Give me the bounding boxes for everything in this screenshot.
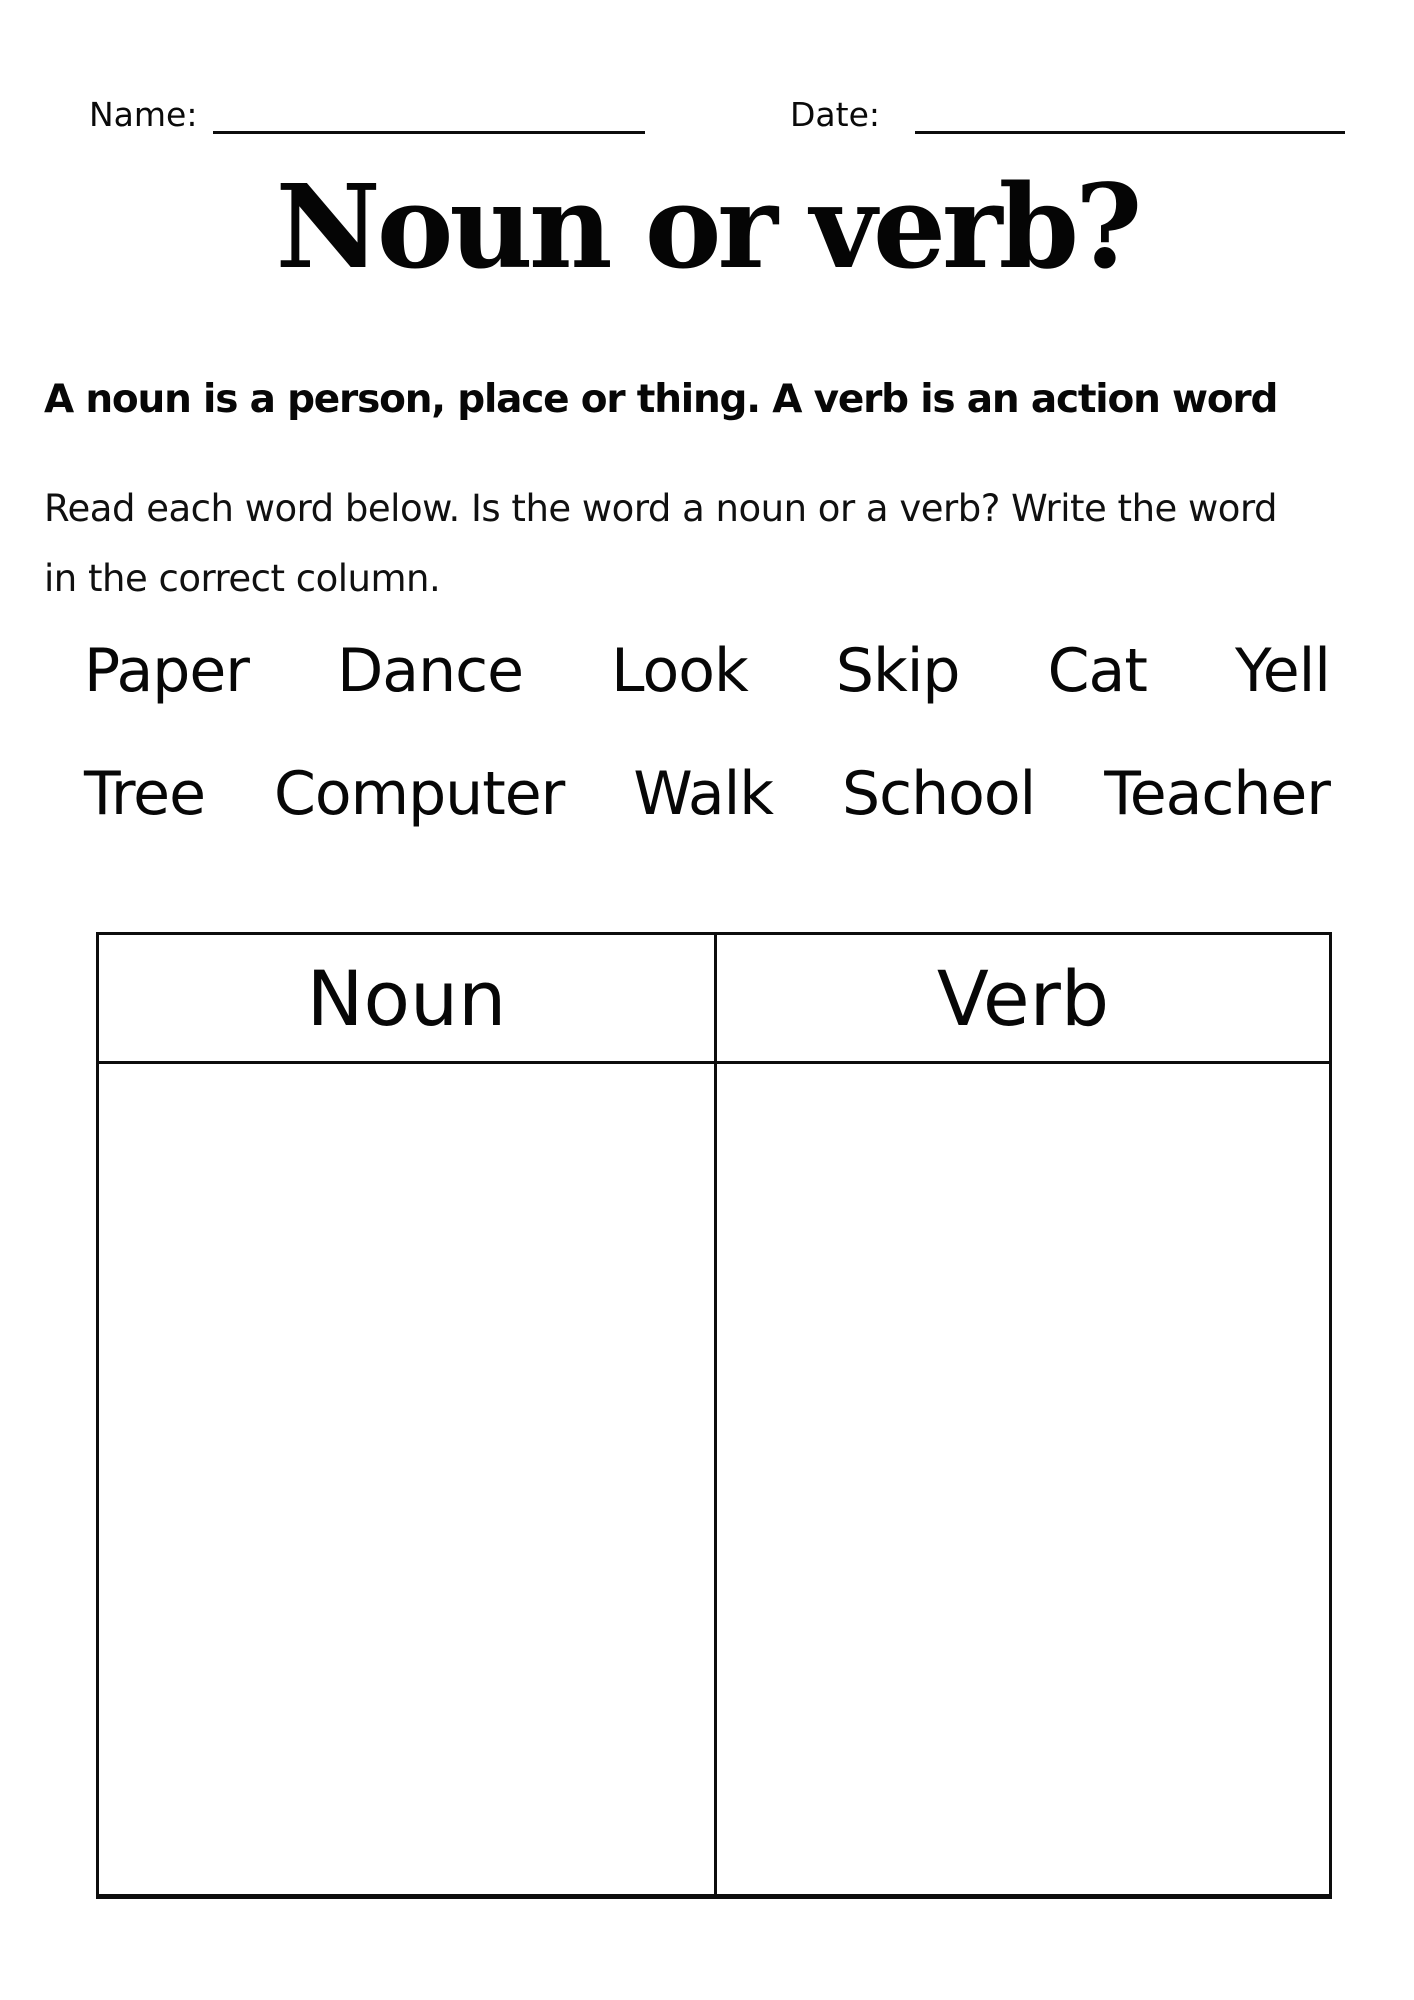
page-title: Noun or verb? (275, 160, 1139, 295)
sorting-table (96, 932, 1332, 1899)
date-label: Date: (790, 95, 880, 134)
word-look: Look (611, 636, 748, 706)
word-walk: Walk (633, 759, 773, 829)
instructions-line-2: in the correct column. (44, 557, 441, 600)
word-tree: Tree (84, 759, 206, 829)
instructions (44, 474, 1384, 614)
word-yell: Yell (1235, 636, 1330, 706)
noun-column-header: Noun (99, 935, 714, 1064)
word-bank-row-2 (0, 755, 1414, 833)
word-school: School (842, 759, 1036, 829)
word-cat: Cat (1047, 636, 1147, 706)
word-dance: Dance (337, 636, 523, 706)
verb-column-cell[interactable] (714, 1064, 1329, 1894)
word-computer: Computer (274, 759, 565, 829)
date-write-line[interactable] (915, 131, 1345, 134)
word-skip: Skip (835, 636, 960, 706)
verb-column-header: Verb (714, 935, 1329, 1064)
instructions-line-1: Read each word below. Is the word a noun or a verb? Write the word (44, 487, 1277, 530)
noun-column-cell[interactable] (99, 1064, 714, 1894)
name-write-line[interactable] (213, 131, 645, 134)
word-bank-row-1 (0, 632, 1414, 710)
definition-subtitle: A noun is a person, place or thing. A verb is an action word (44, 377, 1278, 422)
word-teacher: Teacher (1104, 759, 1330, 829)
name-label: Name: (89, 95, 198, 134)
word-paper: Paper (84, 636, 249, 706)
